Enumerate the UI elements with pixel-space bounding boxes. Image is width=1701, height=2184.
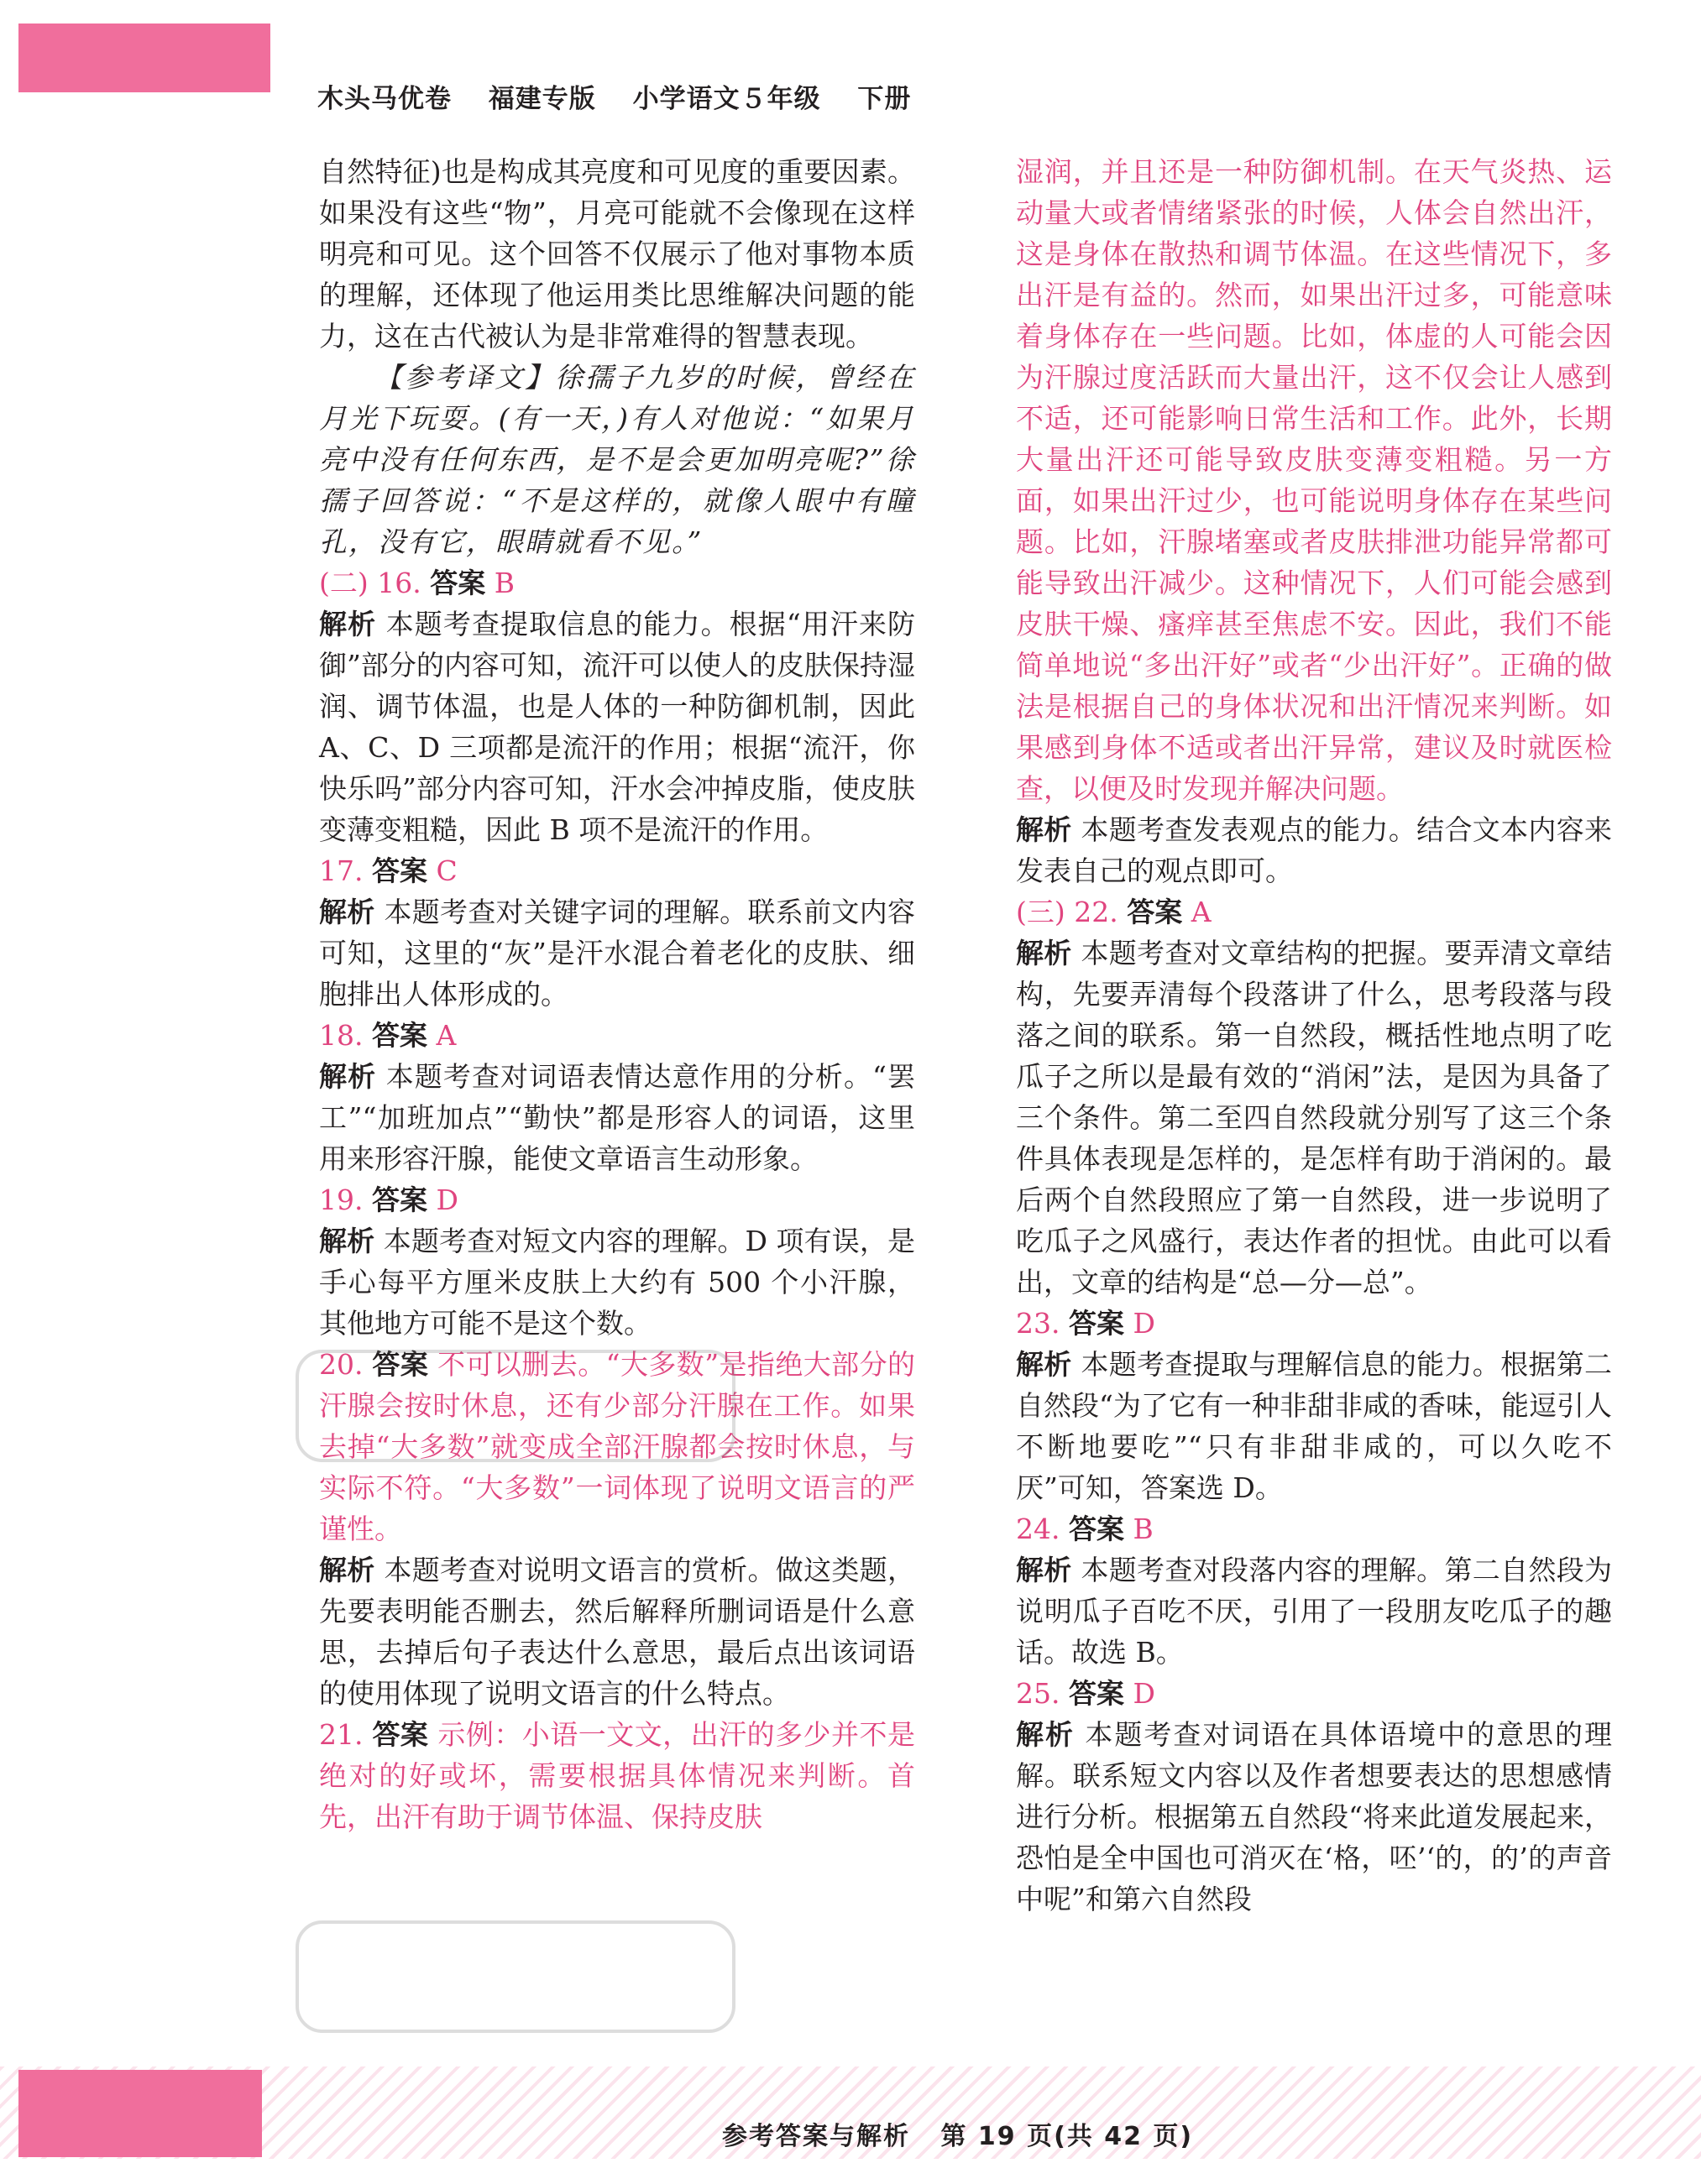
analysis-text: 本题考查对关键字词的理解。联系前文内容可知，这里的“灰”是汗水混合着老化的皮肤、细胞排出人体形成的。 [319,896,916,1011]
analysis-label: 解析 [319,608,377,640]
reference-translation: 【参考译文】徐孺子九岁的时候，曾经在月光下玩耍。(有一天，)有人对他说：“如果月亮中没有任何东西，是不是会更加明亮呢?”徐孺子回答说：“不是这样的，就像人眼中有瞳孔，没有它，眼睛就看不见。” [319,361,915,558]
question-number: 18. [319,1019,364,1052]
question-23-answer [1016,1303,1612,1344]
answer-label: 答案 [372,1718,429,1751]
answer-value: B [494,567,515,599]
answer-value: 不可以删去。“大多数”是指绝大部分的汗腺会按时休息，还有少部分汗腺在工作。如果去掉“大多数”就变成全部汗腺都会按时休息，与实际不符。“大多数”一词体现了说明文语言的严谨性。 [319,1348,916,1545]
question-number: 20. [319,1348,364,1381]
analysis-text: 本题考查提取与理解信息的能力。根据第二自然段“为了它有一种非甜非咸的香味，能逗引人不断地要吃”“只有非甜非咸的，可以久吃不厌”可知，答案选 D。 [1016,1348,1613,1504]
watermark-shape [294,1905,747,2048]
footer-page-number: 第 19 页(共 42 页) [940,2122,1194,2151]
answer-value: D [1133,1677,1155,1710]
answer-label: 答案 [372,1348,429,1381]
question-number: 23. [1016,1307,1060,1340]
analysis-label: 解析 [1016,1348,1072,1381]
answer-label: 答案 [371,854,427,887]
question-21-answer-continued: 湿润，并且还是一种防御机制。在天气炎热、运动量大或者情绪紧张的时候，人体会自然出汗，这是身体在散热和调节体温。在这些情况下，多出汗是有益的。然而，如果出汗过多，可能意味着身体存在一些问题。比如，体虚的人可能会因为汗腺过度活跃而大量出汗，这不仅会让人感到不适，还可能影响日常生活和工作。此外，长期大量出汗还可能导致皮肤变薄变粗糙。另一方面，如果出汗过少，也可能说明身体存在某些问题。比如，汗腺堵塞或者皮肤排泄功能异常都可能导致出汗减少。这种情况下，人们可能会感到皮肤干燥、瘙痒甚至焦虑不安。因此，我们不能简单地说“多出汗好”或者“少出汗好”。正确的做法是根据自己的身体状况和出汗情况来判断。如果感到身体不适或者出汗异常，建议及时就医检查，以便及时发现并解决问题。 [1016,155,1612,805]
analysis-text: 本题考查对段落内容的理解。第二自然段为说明瓜子百吃不厌，引用了一段朋友吃瓜子的趣话。故选 B。 [1016,1554,1613,1669]
question-17-analysis [319,891,915,1015]
question-number: 25. [1016,1677,1060,1710]
question-number: 17. [319,854,364,887]
question-24-analysis [1016,1549,1612,1673]
answer-label: 答案 [1068,1307,1124,1340]
question-16-answer [319,562,915,603]
analysis-text: 本题考查对说明文语言的赏析。做这类题，先要表明能否删去，然后解释所删词语是什么意思，去掉后句子表达什么意思，最后点出该词语的使用体现了说明文语言的什么特点。 [319,1554,916,1710]
answer-value: 示例：小语一文文，出汗的多少并不是绝对的好或坏，需要根据具体情况来判断。首先，出汗有助于调节体温、保持皮肤 [319,1718,915,1833]
answer-label: 答案 [1068,1677,1124,1710]
question-24-answer [1016,1508,1612,1549]
answer-value: A [1191,896,1212,928]
page-header [317,77,1073,115]
question-number: 19. [319,1183,364,1216]
analysis-label: 解析 [1016,813,1072,846]
question-23-analysis [1016,1344,1612,1508]
answer-value: D [436,1183,458,1216]
watermark-shape [294,1335,747,1477]
answer-value: A [436,1019,457,1052]
analysis-text: 本题考查对短文内容的理解。D 项有误，是手心每平方厘米皮肤上大约有 500 个小汗腺，其他地方可能不是这个数。 [319,1225,916,1340]
footer-pink-tab [18,2070,262,2157]
answer-label: 答案 [1127,896,1183,928]
analysis-label: 解析 [319,1225,375,1257]
question-22-answer [1016,891,1612,933]
analysis-text: 本题考查提取信息的能力。根据“用汗来防御”部分的内容可知，流汗可以使人的皮肤保持湿润、调节体温，也是人体的一种防御机制，因此 A、C、D 三项都是流汗的作用；根据“流汗，你快乐吗”部分内容可知，汗水会冲掉皮脂，使皮肤变薄变粗糙，因此 B 项不是流汗的作用。 [319,608,915,846]
paragraph-explanation: 自然特征)也是构成其亮度和可见度的重要因素。如果没有这些“物”，月亮可能就不会像现在这样明亮和可见。这个回答不仅展示了他对事物本质的理解，还体现了他运用类比思维解决问题的能力，这在古代被认为是非常难得的智慧表现。 [319,155,915,353]
question-number: (三) 22. [1016,896,1118,928]
analysis-label: 解析 [1016,1554,1072,1586]
header-subject: 小学语文５年级 [632,84,821,114]
right-column [1016,151,1612,1920]
footer-label: 参考答案与解析 [722,2122,910,2151]
question-18-analysis [319,1056,915,1179]
analysis-text: 本题考查发表观点的能力。结合文本内容来发表自己的观点即可。 [1016,813,1613,887]
answer-value: D [1133,1307,1155,1340]
answer-value: B [1133,1513,1154,1545]
header-volume: 下册 [857,84,912,114]
answer-value: C [436,854,458,887]
question-25-analysis [1016,1714,1612,1920]
analysis-text: 本题考查对词语表情达意作用的分析。“罢工”“加班加点”“勤快”都是形容人的词语，这里用来形容汗腺，能使文章语言生动形象。 [319,1060,915,1175]
question-number: 24. [1016,1513,1060,1545]
answer-label: 答案 [371,1183,427,1216]
page-footer [722,2115,1193,2152]
answer-label: 答案 [430,567,486,599]
analysis-label: 解析 [319,1554,375,1586]
question-18-answer [319,1015,915,1056]
analysis-text: 本题考查对词语在具体语境中的意思的理解。联系短文内容以及作者想要表达的思想感情进行分析。根据第五自然段“将来此道发展起来，恐怕是全中国也可消灭在‘格，呸’‘的，的’的声音中呢”和第六自然段 [1016,1718,1612,1915]
header-brand: 木头马优卷 [317,84,452,114]
question-19-analysis [319,1220,915,1344]
analysis-label: 解析 [1016,937,1072,969]
analysis-text: 本题考查对文章结构的把握。要弄清文章结构，先要弄清每个段落讲了什么，思考段落与段落之间的联系。第一自然段，概括性地点明了吃瓜子之所以是最有效的“消闲”法，是因为具备了三个条件。第二至四自然段就分别写了这三个条件具体表现是怎样的，是怎样有助于消闲的。最后两个自然段照应了第一自然段，进一步说明了吃瓜子之风盛行，表达作者的担忧。由此可以看出，文章的结构是“总—分—总”。 [1016,937,1613,1298]
question-19-answer [319,1179,915,1220]
question-number: 21. [319,1718,364,1751]
answer-label: 答案 [371,1019,427,1052]
question-21-analysis [1016,809,1612,891]
question-number: (二) 16. [319,567,421,599]
analysis-label: 解析 [1016,1718,1075,1751]
question-17-answer [319,850,915,891]
header-pink-tab [18,24,270,92]
analysis-label: 解析 [319,896,375,928]
question-20-analysis [319,1549,915,1714]
question-22-analysis [1016,933,1612,1303]
question-16-analysis [319,603,915,850]
question-25-answer [1016,1673,1612,1714]
answer-label: 答案 [1068,1513,1124,1545]
left-column [319,151,915,1837]
question-21-answer [319,1714,915,1837]
header-edition: 福建专版 [488,84,596,114]
analysis-label: 解析 [319,1060,377,1093]
